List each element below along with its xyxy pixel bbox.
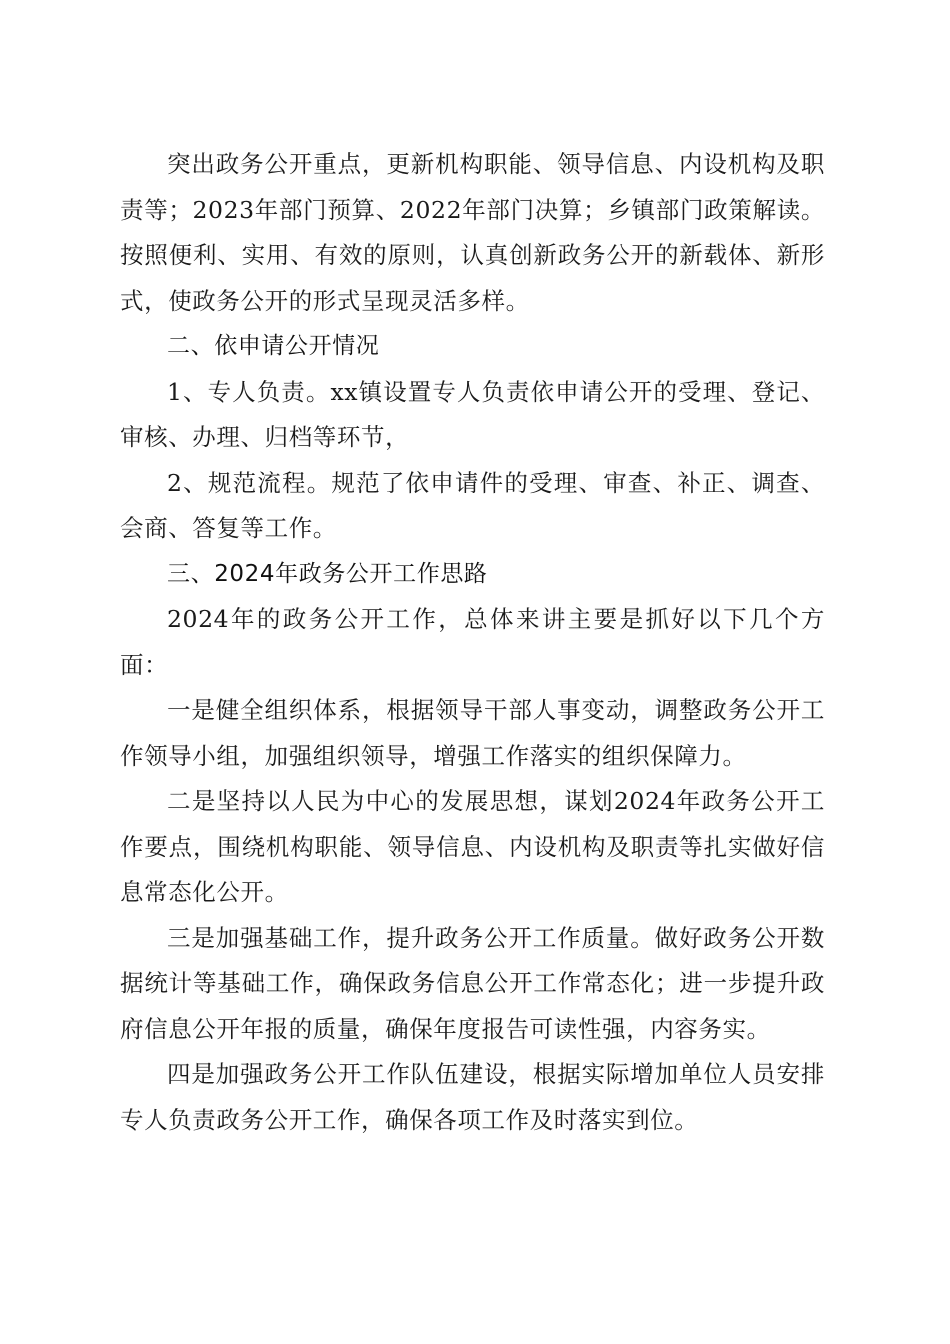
paragraph-team-building: 四是加强政务公开工作队伍建设，根据实际增加单位人员安排专人负责政务公开工作，确保各项工作及时落实到位。 [120, 1060, 825, 1134]
paragraph-2024-overview: 2024年的政务公开工作，总体来讲主要是抓好以下几个方面： [120, 605, 825, 679]
paragraph-dedicated-staff: 1、专人负责。xx镇设置专人负责依申请公开的受理、登记、审核、办理、归档等环节， [120, 377, 825, 451]
paragraph-publicity-focus: 突出政务公开重点，更新机构职能、领导信息、内设机构及职责等；2023年部门预算、2022年部门决算；乡镇部门政策解读。按照便利、实用、有效的原则，认真创新政务公开的新载体、新形式，使政务公开的形式呈现灵活多样。 [120, 150, 825, 315]
paragraph-basic-work: 三是加强基础工作，提升政务公开工作质量。做好政务公开数据统计等基础工作，确保政务信息公开工作常态化；进一步提升政府信息公开年报的质量，确保年度报告可读性强，内容务实。 [120, 923, 825, 1043]
paragraph-people-centered: 二是坚持以人民为中心的发展思想，谋划2024年政务公开工作要点，围绕机构职能、领导信息、内设机构及职责等扎实做好信息常态化公开。 [120, 787, 825, 906]
section-heading-application-disclosure: 二、依申请公开情况 [167, 333, 380, 359]
document-body [120, 142, 825, 1143]
paragraph-standard-process: 2、规范流程。规范了依申请件的受理、审查、补正、调查、会商、答复等工作。 [120, 468, 825, 542]
section-heading-2024-plan: 三、2024年政务公开工作思路 [167, 560, 488, 587]
paragraph-organization-system: 一是健全组织体系，根据领导干部人事变动，调整政务公开工作领导小组，加强组织领导，增强工作落实的组织保障力。 [120, 696, 825, 770]
